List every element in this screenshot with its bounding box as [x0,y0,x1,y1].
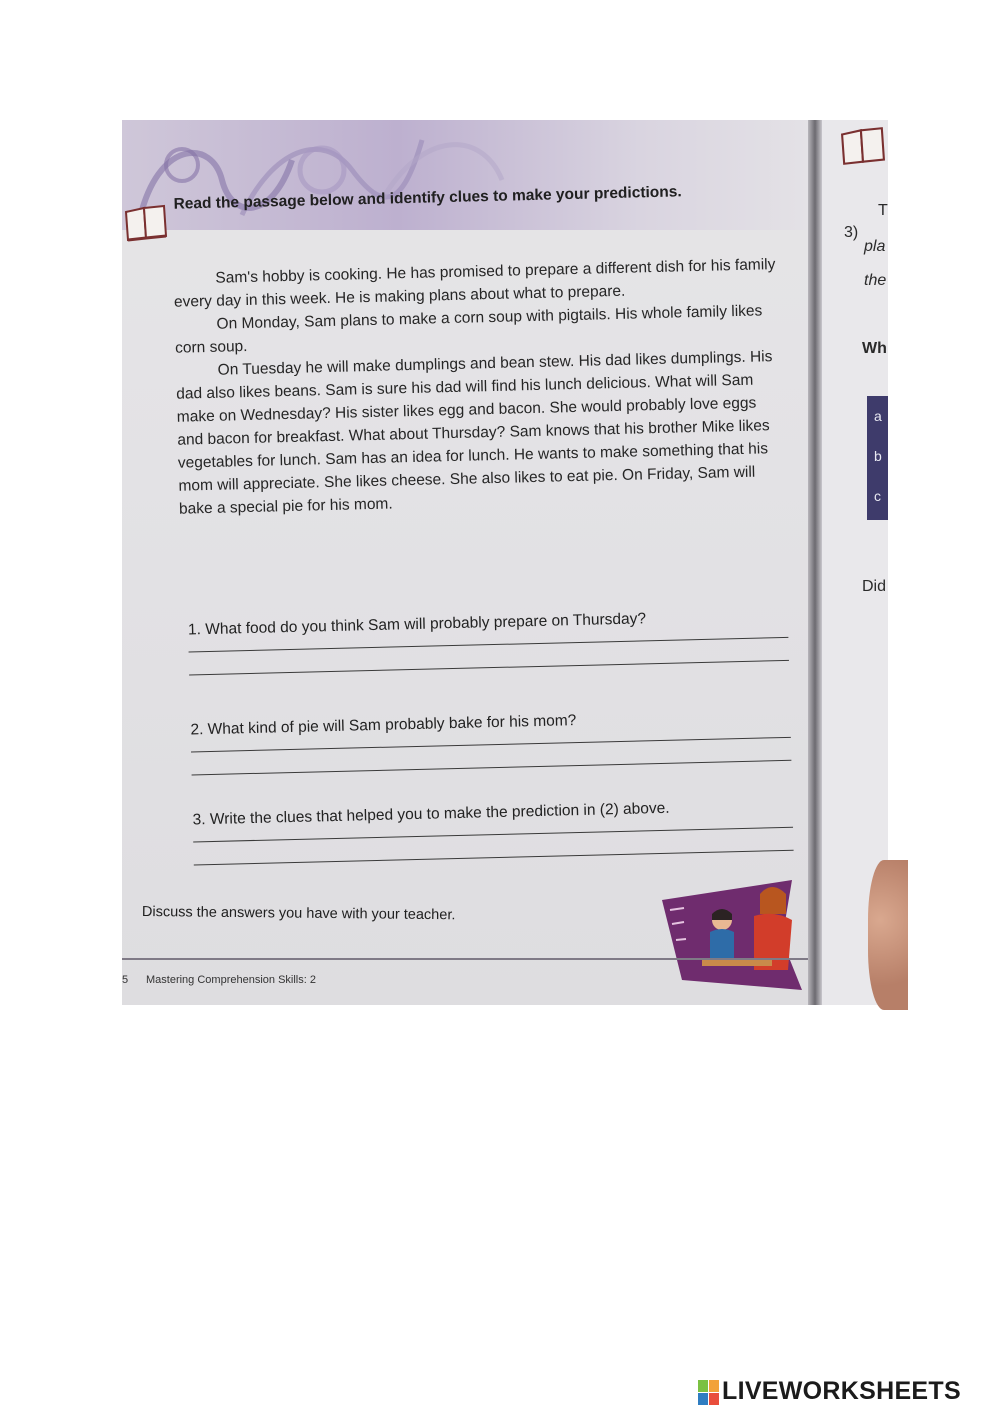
page-footer [122,958,812,1005]
book-icon [840,126,886,166]
options-box [867,396,888,520]
liveworksheets-wordmark[interactable]: LIVEWORKSHEETS [722,1377,961,1405]
text-fragment: the [864,272,887,289]
text-fragment: Did [862,578,887,595]
text-fragment: pla [864,238,886,255]
question-2 [190,705,791,776]
item-number: 3) [844,224,859,241]
discuss-note: Discuss the answers you have with your teacher. [141,904,456,924]
worksheet-photo [122,120,888,1005]
option-letter: b [874,448,882,464]
page-number: 5 [122,974,129,986]
option-letter: c [874,488,881,504]
liveworksheets-logo-icon [698,1380,720,1406]
answer-line[interactable] [189,660,789,676]
book-icon [124,204,168,242]
instruction-heading: Read the passage below and identify clues to make your predictions. [173,183,682,213]
answer-line[interactable] [192,760,792,776]
question-3 [192,795,793,866]
passage-paragraph: On Monday, Sam plans to make a corn soup with pigtails. His whole family likes corn soup. [174,302,763,357]
passage-paragraph: Sam's hobby is cooking. He has promised to prepare a different dish for his family every day in this week. He is making plans about what to prepare. [173,256,776,311]
text-fragment: T [878,202,888,219]
question-text: 2. What kind of pie will Sam probably bake for his mom? [190,712,577,739]
left-book-page [122,120,812,1005]
text-fragment: Wh [862,340,887,357]
finger-edge [868,860,908,1010]
passage-paragraph: On Tuesday he will make dumplings and bean stew. His dad likes dumplings. His dad also likes beans. Sam is sure his dad will find his lunch delicious. What will Sam make on Wednesday? His sister likes egg and bacon. She would probably love eggs and bacon for breakfast. What about Thursday? Sam knows that his brother Mike likes vegetables for lunch. Sam has an idea for lunch. He wants to make something that his mom will appreciate. She likes cheese. She also likes to eat pie. On Friday, Sam will bake a special pie for his mom. [176,348,773,518]
option-letter: a [874,408,882,424]
book-title: Mastering Comprehension Skills: 2 [146,974,316,986]
question-text: 3. Write the clues that helped you to make the prediction in (2) above. [192,799,670,829]
book-gutter [808,120,822,1005]
answer-line[interactable] [194,850,794,866]
reading-passage [173,253,784,521]
question-text: 1. What food do you think Sam will probably prepare on Thursday? [187,610,647,639]
question-1 [188,605,789,676]
